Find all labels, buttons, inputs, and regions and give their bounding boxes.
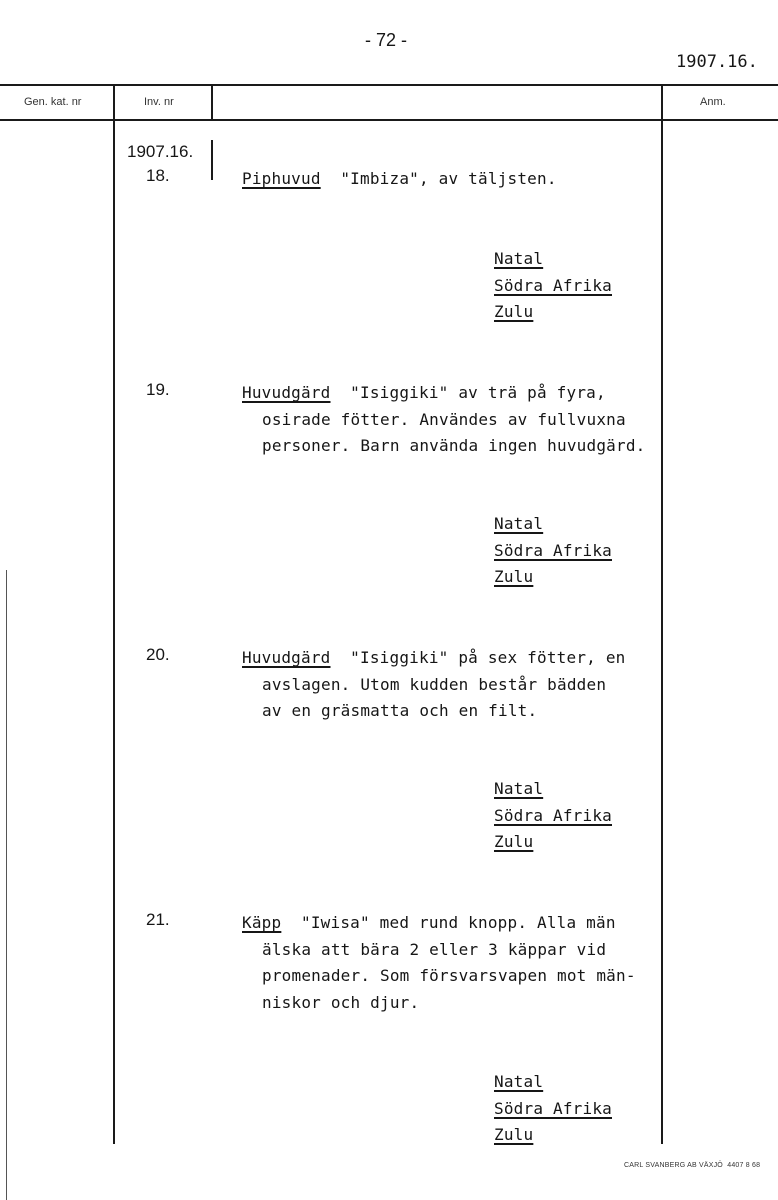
entry-21-title: Käpp	[242, 913, 282, 932]
entry-18-title: Piphuvud	[242, 169, 321, 188]
origin-province: Natal	[494, 249, 544, 268]
printer-name: CARL SVANBERG AB VÄXJÖ	[624, 1162, 723, 1169]
origin-people: Zulu	[494, 1125, 534, 1144]
entry-19-line-1: "Isiggiki" av trä på fyra,	[350, 383, 606, 402]
catalog-reference: 1907.16.	[676, 52, 758, 72]
entry-21-line-2: älska att bära 2 eller 3 käppar vid	[262, 939, 607, 959]
origin-people: Zulu	[494, 302, 534, 321]
left-margin-rule	[6, 570, 7, 1200]
origin-region: Södra Afrika	[494, 805, 612, 825]
origin-province: Natal	[494, 1072, 544, 1091]
catalog-prefix: 1907.16.	[127, 142, 194, 161]
origin-people: Zulu	[494, 832, 534, 851]
entry-19-line-3: personer. Barn använda ingen huvudgärd.	[262, 436, 646, 455]
rule-inv-desc-body	[211, 140, 213, 180]
entry-19-description	[242, 380, 645, 460]
entry-21-origin	[494, 1069, 612, 1149]
page-number: - 72 -	[365, 30, 408, 50]
entry-18-description	[242, 166, 557, 193]
entry-20-line-2: avslagen. Utom kudden består bädden	[262, 674, 607, 694]
origin-province: Natal	[494, 779, 544, 798]
rule-gen-inv	[113, 86, 115, 1144]
rule-inv-desc	[211, 86, 213, 120]
entry-20-line-3: av en gräsmatta och en filt.	[262, 701, 538, 720]
entry-19-line-2: osirade fötter. Användes av fullvuxna	[262, 409, 626, 429]
entry-20-origin	[494, 776, 612, 856]
origin-region: Södra Afrika	[494, 275, 612, 295]
entry-19-title: Huvudgärd	[242, 383, 331, 402]
inventory-number-20: 20.	[146, 645, 170, 664]
inventory-number-21: 21.	[146, 910, 170, 929]
entry-21-line-4: niskor och djur.	[262, 992, 420, 1012]
column-anm: Anm.	[700, 96, 726, 108]
entry-18-origin	[494, 246, 612, 326]
inventory-number-18: 18.	[146, 166, 170, 185]
origin-people: Zulu	[494, 567, 534, 586]
origin-region: Södra Afrika	[494, 540, 612, 560]
entry-21-line-1: "Iwisa" med rund knopp. Alla män	[301, 913, 616, 932]
column-gen-kat: Gen. kat. nr	[24, 96, 82, 108]
entry-21-line-3: promenader. Som försvarsvapen mot män-	[262, 966, 636, 985]
entry-20-title: Huvudgärd	[242, 648, 331, 667]
entry-21-description	[242, 910, 636, 1016]
entry-20-line-1: "Isiggiki" på sex fötter, en	[350, 648, 626, 667]
inventory-number-19: 19.	[146, 380, 170, 399]
printer-imprint	[624, 1162, 760, 1169]
entry-19-origin	[494, 511, 612, 591]
column-inv: Inv. nr	[144, 96, 174, 108]
entry-20-description	[242, 645, 626, 725]
origin-region: Södra Afrika	[494, 1098, 612, 1118]
entry-18-line-1: "Imbiza", av täljsten.	[340, 169, 557, 188]
rule-desc-anm	[661, 86, 663, 1144]
print-code: 4407 8 68	[727, 1162, 761, 1169]
origin-province: Natal	[494, 514, 544, 533]
